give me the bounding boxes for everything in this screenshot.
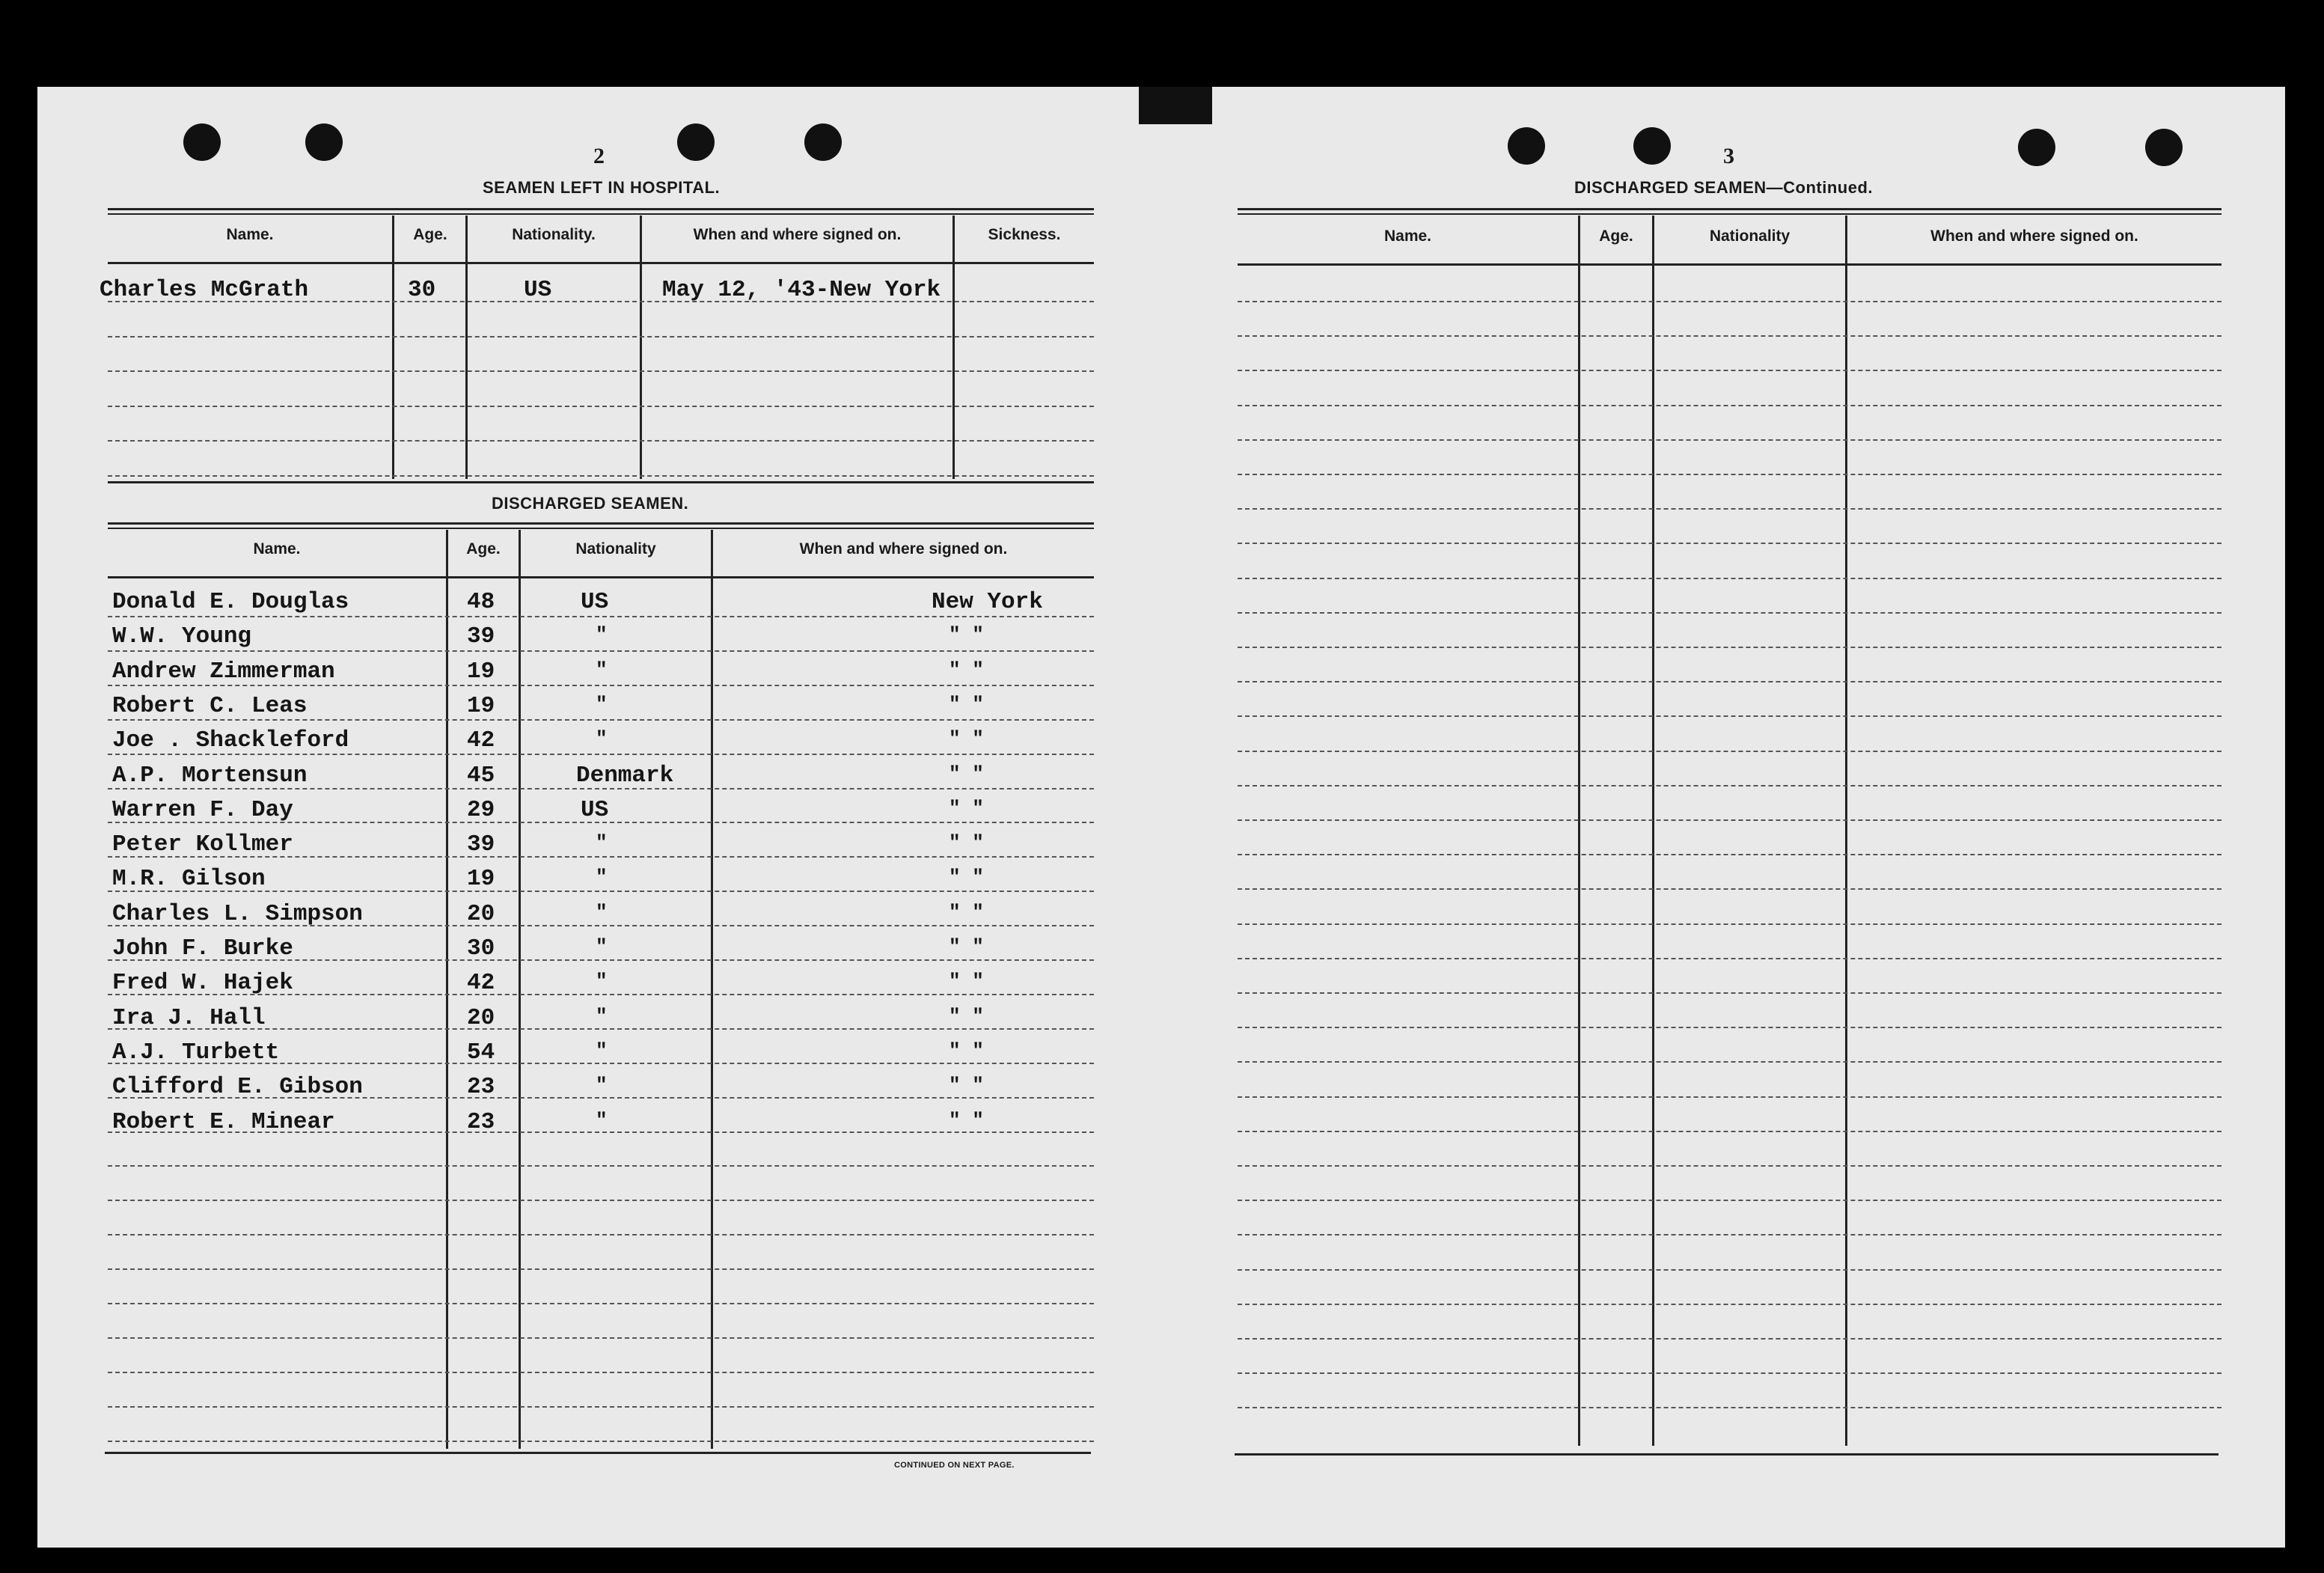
hospital-row-name: Charles McGrath <box>100 277 309 303</box>
discharged-row-signed: " " <box>949 693 984 715</box>
discharged-row-signed: " " <box>949 970 984 992</box>
discharged-row-signed: " " <box>949 1005 984 1027</box>
ruled-line <box>108 1441 1094 1442</box>
discharged-row-age: 48 <box>467 589 495 615</box>
continued-header-name: Name. <box>1383 227 1432 245</box>
continued-header-nationality: Nationality <box>1709 227 1791 245</box>
discharged-row-name: Charles L. Simpson <box>112 901 363 927</box>
discharged-row-name: Clifford E. Gibson <box>112 1074 363 1100</box>
discharged-row-nationality: " <box>596 693 608 715</box>
continued-header-signed: When and where signed on. <box>1930 227 2138 245</box>
ruled-line <box>1238 1407 2221 1408</box>
discharged-row-nationality: " <box>596 1039 608 1062</box>
punch-hole <box>804 123 842 161</box>
discharged-row-name: A.P. Mortensun <box>112 763 308 789</box>
discharged-row-name: Peter Kollmer <box>112 831 293 858</box>
continued-on-next-page: CONTINUED ON NEXT PAGE. <box>894 1461 1015 1470</box>
ruled-line <box>108 1406 1094 1408</box>
ruled-line <box>1238 474 2221 475</box>
ruled-line <box>108 616 1094 617</box>
punch-hole <box>2018 129 2055 166</box>
ruled-line <box>108 440 1094 442</box>
continued-section-title: DISCHARGED SEAMEN—Continued. <box>1574 178 1873 197</box>
discharged-row-name: Warren F. Day <box>112 797 293 823</box>
discharged-row-age: 39 <box>467 831 495 858</box>
ruled-line <box>1238 1096 2221 1098</box>
ruled-line <box>1238 1269 2221 1271</box>
discharged-row-signed: " " <box>949 763 984 785</box>
ruled-line <box>108 1165 1094 1167</box>
discharged-row-signed: " " <box>949 1074 984 1096</box>
discharged-row-signed: " " <box>949 1109 984 1131</box>
ruled-line <box>108 719 1094 721</box>
hospital-header-name: Name. <box>226 226 274 243</box>
ruled-line <box>1238 1131 2221 1132</box>
discharged-row-nationality: " <box>596 1074 608 1096</box>
ruled-line <box>1238 1061 2221 1063</box>
discharged-row-name: M.R. Gilson <box>112 866 266 892</box>
ruled-line <box>108 1268 1094 1270</box>
document-sheet <box>37 87 2285 1548</box>
discharged-row-nationality: " <box>596 659 608 681</box>
ruled-line <box>1238 1027 2221 1028</box>
ruled-line <box>108 1372 1094 1373</box>
discharged-row-nationality: " <box>596 727 608 750</box>
discharged-row-signed: " " <box>949 623 984 646</box>
discharged-row-signed: " " <box>949 831 984 854</box>
punch-hole <box>677 123 715 161</box>
discharged-row-nationality: " <box>596 970 608 992</box>
discharged-row-name: W.W. Young <box>112 623 252 650</box>
ruled-line <box>1238 612 2221 614</box>
discharged-row-name: Robert E. Minear <box>112 1109 335 1135</box>
discharged-row-age: 29 <box>467 797 495 823</box>
ruled-line <box>108 685 1094 686</box>
discharged-row-age: 45 <box>467 763 495 789</box>
discharged-row-signed: " " <box>949 935 984 958</box>
ruled-line <box>108 754 1094 755</box>
hospital-row-nationality: US <box>524 277 552 303</box>
discharged-row-name: John F. Burke <box>112 935 293 962</box>
discharged-row-age: 39 <box>467 623 495 650</box>
hospital-section-title: SEAMEN LEFT IN HOSPITAL. <box>483 178 721 197</box>
discharged-row-name: Joe . Shackleford <box>112 727 349 754</box>
ruled-line <box>1238 854 2221 855</box>
discharged-row-age: 42 <box>467 970 495 996</box>
left-page-number: 2 <box>593 144 605 168</box>
hospital-row-signed: May 12, '43-New York <box>662 277 941 303</box>
punch-hole <box>1508 127 1545 165</box>
discharged-header-name: Name. <box>253 540 301 558</box>
discharged-row-age: 23 <box>467 1074 495 1100</box>
discharged-row-nationality: " <box>596 831 608 854</box>
discharged-row-name: Ira J. Hall <box>112 1005 266 1031</box>
ruled-line <box>108 1234 1094 1236</box>
discharged-row-nationality: " <box>596 1005 608 1027</box>
discharged-row-age: 19 <box>467 693 495 719</box>
ruled-line <box>108 336 1094 337</box>
ruled-line <box>1238 819 2221 821</box>
discharged-row-name: Donald E. Douglas <box>112 589 349 615</box>
ruled-line <box>1238 1234 2221 1236</box>
discharged-row-age: 42 <box>467 727 495 754</box>
ruled-line <box>1238 992 2221 994</box>
discharged-row-signed: " " <box>949 797 984 819</box>
ruled-line <box>1238 1165 2221 1167</box>
ruled-line <box>108 650 1094 652</box>
ruled-line <box>1238 1304 2221 1305</box>
ruled-line <box>1238 1200 2221 1201</box>
discharged-header-age: Age. <box>466 540 501 558</box>
discharged-row-nationality: " <box>596 866 608 888</box>
ruled-line <box>108 1337 1094 1339</box>
ruled-line <box>108 1200 1094 1201</box>
binder-notch <box>1139 87 1212 124</box>
discharged-row-name: A.J. Turbett <box>112 1039 280 1066</box>
discharged-row-signed: " " <box>949 866 984 888</box>
ruled-line <box>1238 958 2221 959</box>
discharged-row-signed: " " <box>949 901 984 923</box>
discharged-row-signed: New York <box>932 589 1043 615</box>
discharged-row-signed: " " <box>949 659 984 681</box>
ruled-line <box>1238 923 2221 925</box>
ruled-line <box>1238 370 2221 371</box>
ruled-line <box>1238 1338 2221 1340</box>
hospital-header-signed: When and where signed on. <box>693 226 902 243</box>
ruled-line <box>1238 508 2221 510</box>
ruled-line <box>1238 715 2221 717</box>
punch-hole <box>1633 127 1671 165</box>
hospital-header-sickness: Sickness. <box>988 226 1061 243</box>
discharged-row-nationality: " <box>596 935 608 958</box>
ruled-line <box>108 370 1094 372</box>
ruled-line <box>1238 1372 2221 1374</box>
hospital-row-age: 30 <box>408 277 436 303</box>
punch-hole <box>2145 129 2183 166</box>
continued-header-age: Age. <box>1599 227 1633 245</box>
discharged-row-age: 20 <box>467 1005 495 1031</box>
discharged-row-name: Fred W. Hajek <box>112 970 293 996</box>
discharged-row-name: Andrew Zimmerman <box>112 659 335 685</box>
discharged-row-nationality: " <box>596 1109 608 1131</box>
discharged-row-name: Robert C. Leas <box>112 693 308 719</box>
discharged-section-title: DISCHARGED SEAMEN. <box>492 494 689 513</box>
punch-hole <box>183 123 221 161</box>
ruled-line <box>1238 681 2221 682</box>
discharged-header-nationality: Nationality <box>575 540 656 558</box>
ruled-line <box>1238 439 2221 441</box>
ruled-line <box>1238 888 2221 890</box>
discharged-row-nationality: US <box>581 589 609 615</box>
ruled-line <box>1238 578 2221 579</box>
discharged-row-age: 23 <box>467 1109 495 1135</box>
ruled-line <box>108 1303 1094 1304</box>
discharged-row-nationality: " <box>596 901 608 923</box>
ruled-line <box>1238 335 2221 337</box>
discharged-row-age: 19 <box>467 659 495 685</box>
discharged-row-age: 54 <box>467 1039 495 1066</box>
discharged-row-nationality: Denmark <box>576 763 674 789</box>
right-page-number: 3 <box>1723 144 1734 168</box>
ruled-line <box>108 475 1094 477</box>
hospital-header-age: Age. <box>413 226 447 243</box>
ruled-line <box>1238 785 2221 786</box>
hospital-header-nationality: Nationality. <box>512 226 596 243</box>
ruled-line <box>1238 647 2221 648</box>
discharged-row-nationality: US <box>581 797 609 823</box>
discharged-row-age: 20 <box>467 901 495 927</box>
ruled-line <box>1238 543 2221 544</box>
discharged-row-age: 19 <box>467 866 495 892</box>
discharged-header-signed: When and where signed on. <box>799 540 1008 558</box>
ruled-line <box>1238 751 2221 752</box>
discharged-row-signed: " " <box>949 727 984 750</box>
ruled-line <box>108 406 1094 407</box>
punch-hole <box>305 123 343 161</box>
discharged-row-nationality: " <box>596 623 608 646</box>
ruled-line <box>1238 301 2221 302</box>
discharged-row-age: 30 <box>467 935 495 962</box>
discharged-row-signed: " " <box>949 1039 984 1062</box>
ruled-line <box>1238 405 2221 406</box>
